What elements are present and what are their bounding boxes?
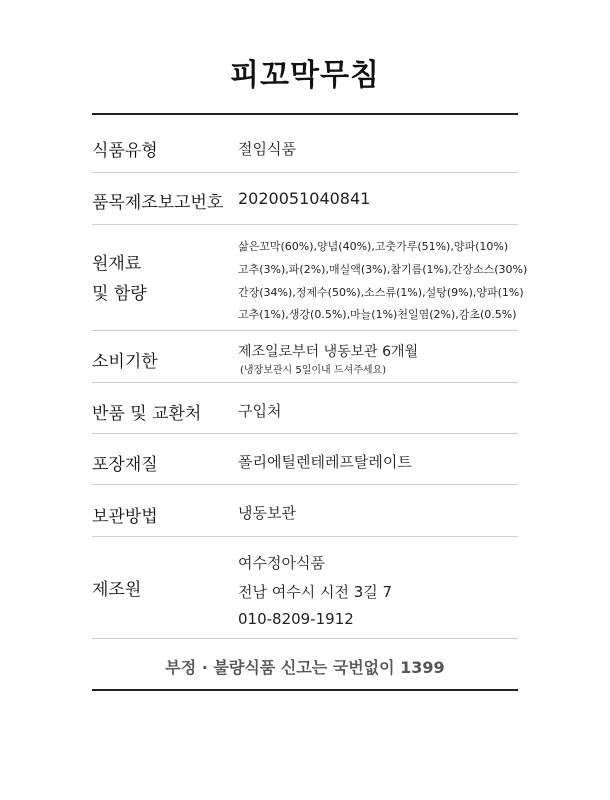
ingredients-line: 고추(3%),파(2%),매실액(3%),참기름(1%),간장소스(30%) bbox=[238, 263, 528, 276]
ingredients-line: 삶은꼬막(60%),양념(40%),고춧가루(51%),양파(10%) bbox=[238, 240, 509, 253]
report-number-value: 2020051040841 bbox=[238, 189, 371, 208]
storage-label: 보관방법 bbox=[92, 507, 158, 527]
expiry-note: (냉장보관시 5일이내 드셔주세요) bbox=[240, 365, 387, 376]
ingredients-line: 간장(34%),정제수(50%),소스류(1%),설탕(9%),양파(1%) bbox=[238, 286, 524, 299]
divider bbox=[92, 172, 518, 173]
divider bbox=[92, 536, 518, 537]
divider bbox=[92, 330, 518, 331]
report-hotline-notice: 부정 · 불량식품 신고는 국번없이 1399 bbox=[165, 658, 445, 677]
packaging-label: 포장재질 bbox=[92, 455, 158, 475]
manufacturer-name: 여수정아식품 bbox=[238, 554, 325, 572]
returns-label: 반품 및 교환처 bbox=[92, 404, 202, 424]
manufacturer-phone: 010-8209-1912 bbox=[238, 610, 354, 628]
ingredients-label-line2: 및 함량 bbox=[92, 284, 147, 304]
divider bbox=[92, 484, 518, 485]
report-number-label: 품목제조보고번호 bbox=[92, 193, 224, 213]
manufacturer-label: 제조원 bbox=[92, 580, 142, 600]
divider bbox=[92, 638, 518, 639]
divider bbox=[92, 382, 518, 383]
food-type-value: 절임식품 bbox=[238, 140, 296, 158]
packaging-value: 폴리에틸렌테레프탈레이트 bbox=[238, 453, 412, 471]
expiry-label: 소비기한 bbox=[92, 352, 158, 372]
bottom-rule bbox=[92, 689, 518, 691]
returns-value: 구입처 bbox=[238, 402, 282, 420]
divider bbox=[92, 224, 518, 225]
product-title: 피꼬막무침 bbox=[230, 58, 380, 93]
ingredients-label-line1: 원재료 bbox=[92, 254, 142, 274]
divider bbox=[92, 433, 518, 434]
ingredients-line: 고추(1%),생강(0.5%),마늘(1%)천일염(2%),감초(0.5%) bbox=[238, 308, 517, 321]
storage-value: 냉동보관 bbox=[238, 504, 296, 522]
expiry-value: 제조일로부터 냉동보관 6개월 bbox=[238, 344, 419, 360]
manufacturer-address: 전남 여수시 시전 3길 7 bbox=[238, 583, 393, 601]
top-rule bbox=[92, 113, 518, 115]
food-type-label: 식품유형 bbox=[92, 141, 158, 161]
